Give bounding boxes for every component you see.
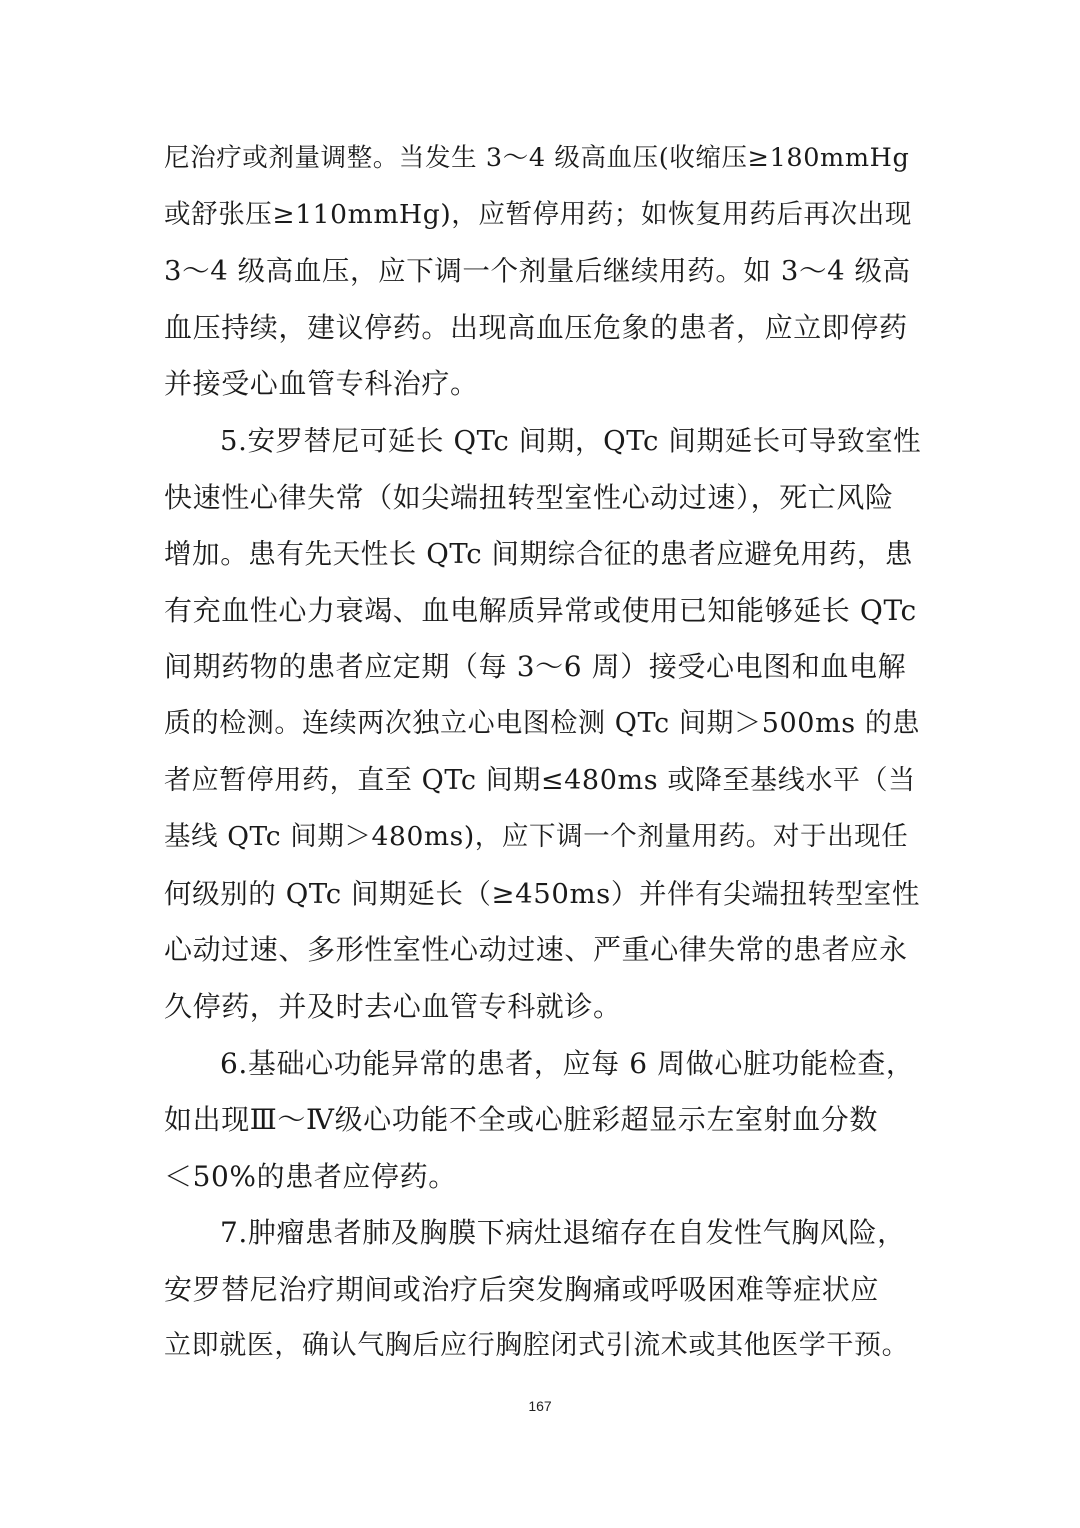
text-line: 血压持续，建议停药。出现高血压危象的患者，应立即停药 xyxy=(164,310,908,344)
paragraph-start-line: 7.肿瘤患者肺及胸膜下病灶退缩存在自发性气胸风险， xyxy=(220,1216,906,1250)
text-line: ＜50%的患者应停药。 xyxy=(164,1159,457,1193)
text-line: 心动过速、多形性室性心动过速、严重心律失常的患者应永 xyxy=(164,933,908,967)
text-line: 有充血性心力衰竭、血电解质异常或使用已知能够延长 QTc xyxy=(164,593,917,627)
text-line: 安罗替尼治疗期间或治疗后突发胸痛或呼吸困难等症状应 xyxy=(164,1272,880,1306)
text-line: 增加。患有先天性长 QTc 间期综合征的患者应避免用药，患 xyxy=(164,538,914,571)
text-line: 基线 QTc 间期＞480ms)，应下调一个剂量用药。对于出现任 xyxy=(164,821,909,853)
paragraph-start-line: 6.基础心功能异常的患者，应每 6 周做心脏功能检查， xyxy=(220,1046,915,1080)
paragraph-start-line: 5.安罗替尼可延长 QTc 间期，QTc 间期延长可导致室性 xyxy=(220,424,922,457)
text-line: 或舒张压≥110mmHg)，应暂停用药；如恢复用药后再次出现 xyxy=(164,198,912,230)
page-number: 167 xyxy=(528,1398,552,1414)
text-line: 立即就医，确认气胸后应行胸腔闭式引流术或其他医学干预。 xyxy=(164,1330,910,1362)
text-line: 并接受心血管专科治疗。 xyxy=(164,367,479,401)
text-line: 久停药，并及时去心血管专科就诊。 xyxy=(164,989,622,1023)
text-line: 尼治疗或剂量调整。当发生 3～4 级高血压(收缩压≥180mmHg xyxy=(164,143,910,173)
text-line: 快速性心律失常（如尖端扭转型室性心动过速），死亡风险 xyxy=(164,480,894,514)
body-text xyxy=(164,130,920,1375)
text-line: 者应暂停用药，直至 QTc 间期≤480ms 或降至基线水平（当 xyxy=(164,764,916,796)
text-line: 3～4 级高血压，应下调一个剂量后继续用药。如 3～4 级高 xyxy=(164,255,911,288)
text-line: 质的检测。连续两次独立心电图检测 QTc 间期＞500ms 的患 xyxy=(164,707,921,739)
text-line: 间期药物的患者应定期（每 3～6 周）接受心电图和血电解 xyxy=(164,650,907,684)
text-line: 如出现Ⅲ～Ⅳ级心功能不全或心脏彩超显示左室射血分数 xyxy=(164,1103,878,1137)
text-line: 何级别的 QTc 间期延长（≥450ms）并伴有尖端扭转型室性 xyxy=(164,877,920,910)
